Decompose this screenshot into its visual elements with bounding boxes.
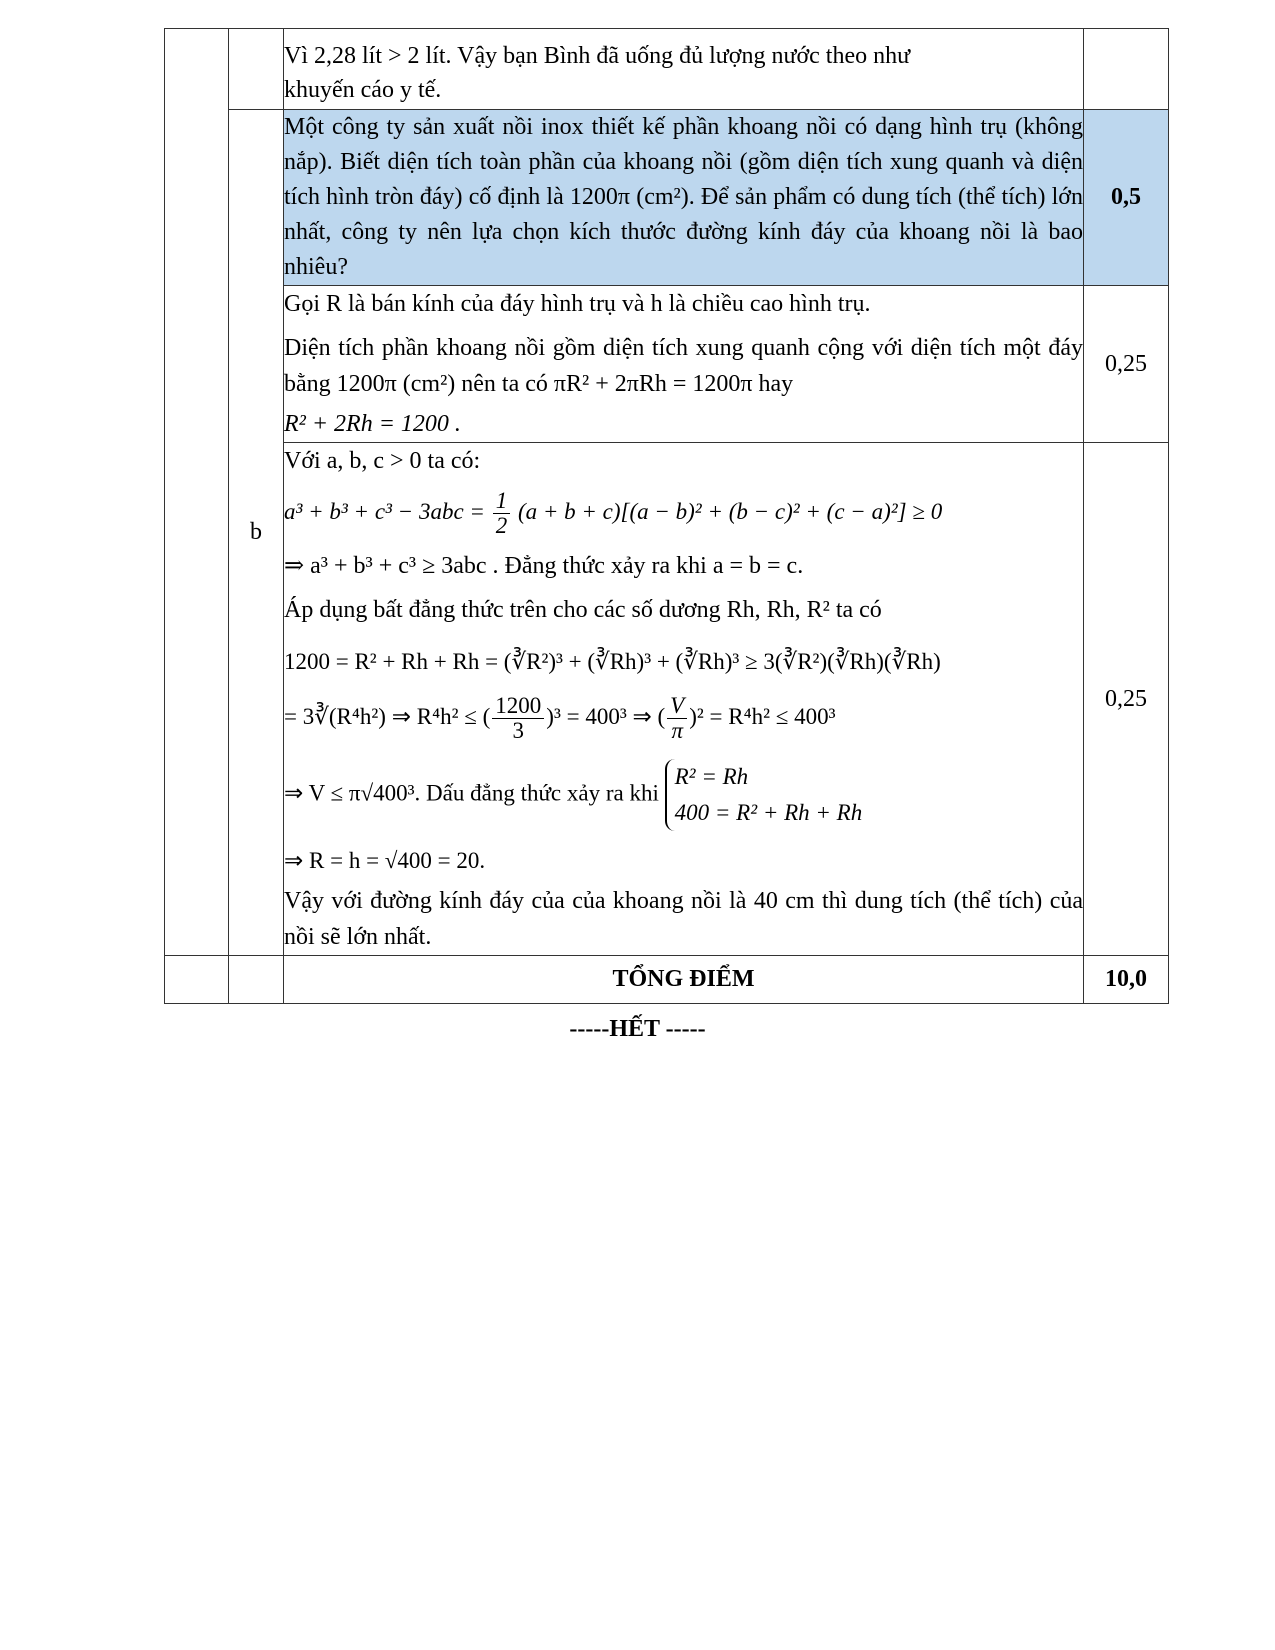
question-score: 0,5 [1084,110,1169,286]
step2-score: 0,25 [1084,443,1169,956]
question-cell [284,110,1084,286]
step2-line-3: Áp dụng bất đẳng thức trên cho các số dương Rh, Rh, R² ta có [284,597,882,623]
total-label: TỔNG ĐIỂM [284,956,1084,1004]
step1-score: 0,25 [1084,286,1169,443]
part-label: b [250,519,262,545]
table-row [165,956,1169,1004]
conclusion-cell [284,29,1084,110]
fraction-half: $\frac{1}{2}$ [493,489,511,538]
step2-cell [284,443,1084,956]
empty-cell [165,956,229,1004]
fraction-v-pi: $\frac{V}{\pi}$ [667,694,687,743]
empty-cell [229,956,284,1004]
answer-key-table [164,28,1169,1004]
step1-cell [284,286,1084,443]
question-text: Một công ty sản xuất nồi inox thiết kế phần khoang nồi có dạng hình trụ (không nắp). Biết diện tích toàn phần của khoang nồi (gồm diện tích xung quanh và diện tích hình tròn đáy) cố định là 1200π (cm²). Để sản phẩm có dung tích (thể tích) lớn nhất, công ty nên lựa chọn kích thước đường kính đáy của khoang nồi là bao nhiêu? [284,114,1083,280]
equation-result: ⇒ R = h = √400 = 20. [284,848,486,873]
equation-identity: a³ + b³ + c³ − 3abc = $\frac{1}{2}$ (a + b + c)[(a − b)² + (b − c)² + (c − a)²] ≥ 0 [284,488,943,538]
step1-line-3: R² + 2Rh = 1200 . [284,411,461,437]
question-number-cell [165,29,229,956]
equation-amgm: 1200 = R² + Rh + Rh = (∛R²)³ + (∛Rh)³ + (∛Rh)³ ≥ 3(∛R²)(∛Rh)(∛Rh) [284,649,941,674]
total-score: 10,0 [1084,956,1169,1004]
part-cell [229,29,284,110]
fraction-1200-3: $\frac{1200}{3}$ [492,694,544,743]
table-row [165,29,1169,110]
equation-system: R² = Rh 400 = R² + Rh + Rh [665,759,863,831]
table-row [165,286,1169,443]
step2-line-1: Với a, b, c > 0 ta có: [284,448,481,474]
step2-conclusion: Vậy với đường kính đáy của của khoang nồi là 40 cm thì dung tích (thể tích) của nồi sẽ lớn nhất. [284,888,1083,950]
part-cell [229,110,284,956]
step2-line-2: ⇒ a³ + b³ + c³ ≥ 3abc . Đẳng thức xảy ra khi a = b = c. [284,553,804,579]
table-row [165,110,1169,286]
conclusion-line-1: Vì 2,28 lít > 2 lít. Vậy bạn Bình đã uống đủ lượng nước theo như [284,43,911,69]
score-cell [1084,29,1169,110]
table-row [165,443,1169,956]
step1-line-2: Diện tích phần khoang nồi gồm diện tích xung quanh cộng với diện tích một đáy bằng 1200π (cm²) nên ta có πR² + 2πRh = 1200π hay [284,335,1083,397]
equation-bound: = 3∛(R⁴h²) ⇒ R⁴h² ≤ ( $\frac{1200}{3}$ )³ = 400³ ⇒ ( $\frac{V}{\pi}$ )² = R⁴h² ≤ 400³ [284,693,836,743]
step1-line-1: Gọi R là bán kính của đáy hình trụ và h là chiều cao hình trụ. [284,291,871,317]
conclusion-line-2: khuyến cáo y tế. [284,77,442,103]
equation-equality: ⇒ V ≤ π√400³. Dấu đẳng thức xảy ra khi R² = Rh 400 = R² + Rh + Rh [284,753,1083,841]
end-marker: -----HẾT ----- [569,1016,706,1042]
